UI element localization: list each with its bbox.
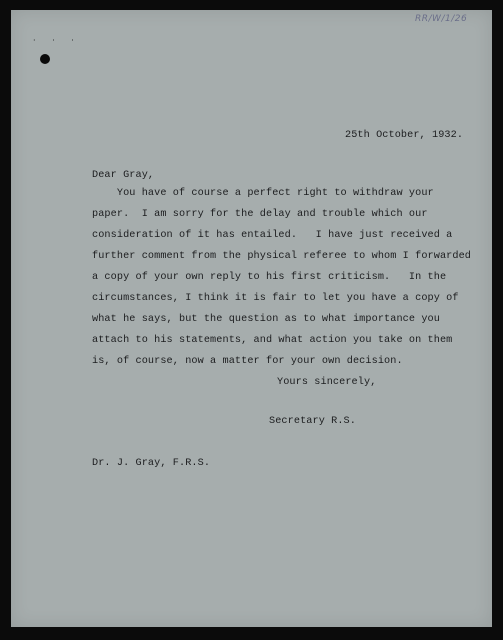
- body-line: a copy of your own reply to his first criticism. In the: [92, 272, 447, 283]
- letter-page: [11, 10, 492, 627]
- letter-date: 25th October, 1932.: [345, 130, 464, 141]
- body-line: attach to his statements, and what action you take on them: [92, 335, 453, 346]
- body-line: You have of course a perfect right to withdraw your: [92, 188, 434, 199]
- archive-reference: RR/W/1/26: [415, 14, 468, 24]
- body-line: circumstances, I think it is fair to let you have a copy of: [92, 293, 459, 304]
- body-line: is, of course, now a matter for your own decision.: [92, 356, 403, 367]
- body-line: further comment from the physical referee to whom I forwarded: [92, 251, 472, 262]
- body-line: consideration of it has entailed. I have just received a: [92, 230, 453, 241]
- signatory: Secretary R.S.: [269, 416, 356, 427]
- body-line: paper. I am sorry for the delay and trouble which our: [92, 209, 428, 220]
- body-line: what he says, but the question as to what importance you: [92, 314, 440, 325]
- salutation: Dear Gray,: [92, 170, 155, 181]
- closing: Yours sincerely,: [277, 377, 377, 388]
- addressee: Dr. J. Gray, F.R.S.: [92, 458, 211, 469]
- punch-hole: [40, 54, 50, 64]
- punch-marks: · · ·: [33, 36, 81, 45]
